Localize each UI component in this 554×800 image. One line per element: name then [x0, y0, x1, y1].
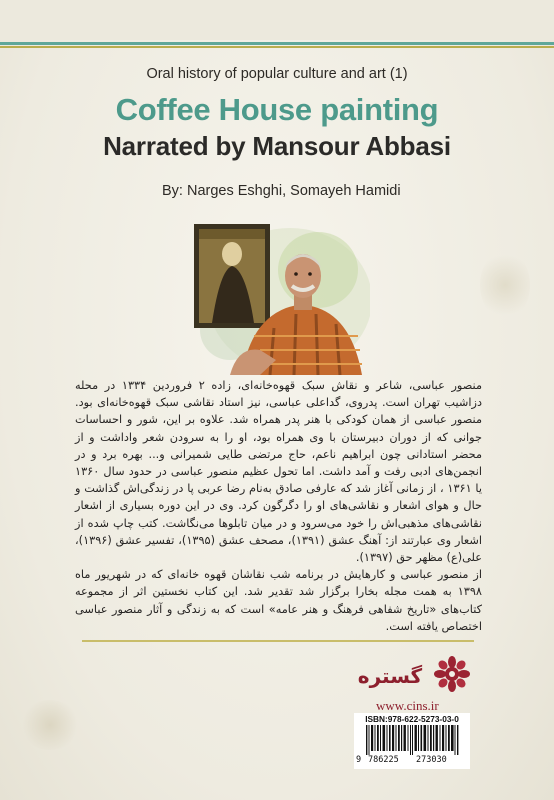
barcode-digits-right: 273030: [416, 755, 447, 765]
authors-line: By: Narges Eshghi, Somayeh Hamidi: [162, 183, 401, 199]
barcode-digits-left: 786225: [368, 755, 399, 765]
publisher-logo: [340, 655, 470, 693]
description-text: [75, 377, 482, 635]
book-subtitle: Narrated by Mansour Abbasi: [103, 131, 451, 161]
publisher-logo-text: گستره: [357, 664, 423, 688]
description-paragraph: منصور عباسی، شاعر و نقاش سبک قهوه‌خانه‌ای، زاده ۲ فروردین ۱۳۳۴ در محله دزاشیب تهران است. پدروی، گداعلی عباسی، نیز استاد نقاشی سبک قهوه‌خانه‌ای بود. منصور عباسی از همان کودکی با هنر پدر همراه شد. علاوه بر این، شور و احساسات جوانی که از دوران دبیرستان با وی همراه بود، او را به سرودن شعر واداشت و از محضر استادانی چون ابراهیم ناعم، حاج مرتضی طایی شمیرانی و... بهره برد و در انجمن‌های ادبی رفت و آمد داشت. اما تحول عظیم منصور عباسی در حدود سال ۱۳۶۰ یا ۱۳۶۱ ، از زمانی آغاز شد که عارفی صادق به‌نام رضا عربی پا در زندگی‌اش گذاشت و حال و هوای اشعار و نقاشی‌های او را دگرگون کرد. وی در این دوره بسیاری از اشعار نقاشی‌های مذهبی‌اش را خود می‌سرود و در میان تابلوها می‌نگاشت. کتب چاپ شده از اشعار وی عبارتند از: آهنگ عشق (۱۳۹۱)، مصحف عشق (۱۳۹۵)، تفسیر عشق (۱۳۹۶)، علی(ع) مظهر حق (۱۳۹۷).: [75, 379, 482, 565]
barcode-bars: [358, 725, 466, 755]
top-band: [0, 0, 554, 40]
isbn-number: ISBN:978-622-5273-03-0: [365, 714, 459, 724]
barcode-digit-first: 9: [356, 755, 362, 765]
bottom-divider: [82, 640, 474, 642]
barcode-box: [354, 713, 470, 769]
paper-stain: [480, 250, 530, 320]
paper-stain: [20, 700, 80, 750]
description-paragraph: از منصور عباسی و کارهایش در برنامه شب نقاشان قهوه خانه‌ای که در شهریور ماه ۱۳۹۸ به همت مجله بخارا برگزار شد تقدیر شد. این کتاب نخستین اثر از مجموعه کتاب‌های «تاریخ شفاهی فرهنگ و هنر عامه» است که به زندگی و آثار منصور عباسی اختصاص یافته است.: [75, 568, 482, 633]
top-rule-olive: [0, 46, 554, 48]
series-title: Oral history of popular culture and art (1): [146, 66, 408, 82]
publisher-website: www.cins.ir: [376, 698, 439, 713]
publisher-flower-icon: [434, 656, 470, 692]
book-title: Coffee House painting: [115, 92, 439, 127]
author-portrait-photo: [190, 210, 370, 375]
top-rule-teal: [0, 42, 554, 45]
